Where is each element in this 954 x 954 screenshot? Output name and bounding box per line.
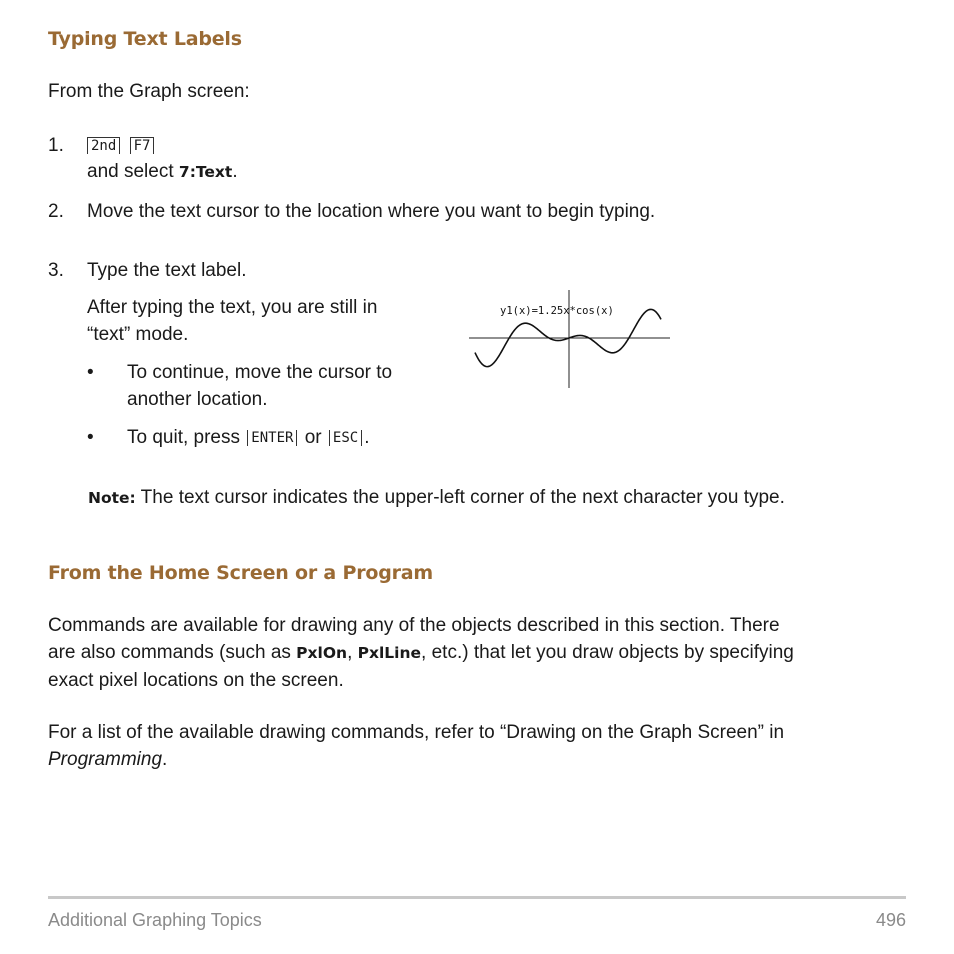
- key-2nd: 2nd: [87, 137, 120, 154]
- note-text: The text cursor indicates the upper-left corner of the next character you type.: [135, 487, 785, 508]
- bullet-continue: [127, 359, 392, 413]
- paragraph-reference-line-1: For a list of the available drawing commands, refer to “Drawing on the Graph Screen” in: [48, 722, 785, 743]
- paragraph-commands-post: , etc.) that let you draw objects by specifying: [421, 642, 794, 663]
- bullet-glyph: •: [87, 362, 94, 383]
- after-typing-line-2: “text” mode.: [87, 324, 189, 345]
- bullet-continue-line-1: To continue, move the cursor to: [127, 362, 393, 383]
- step-1-text-post: .: [232, 161, 238, 182]
- step-3-text: Type the text label.: [87, 260, 247, 281]
- step-2-number: 2.: [48, 201, 64, 222]
- function-label: y1(x)=1.25x*cos(x): [500, 305, 614, 317]
- after-typing-line-1: After typing the text, you are still in: [87, 297, 378, 318]
- section-heading-home-screen: From the Home Screen or a Program: [48, 562, 434, 584]
- step-2-text: Move the text cursor to the location where you want to begin typing.: [87, 201, 656, 222]
- key-f7: F7: [130, 137, 155, 154]
- bullet-quit-mid: or: [299, 427, 327, 448]
- paragraph-commands-pre: are also commands (such as: [48, 642, 297, 663]
- paragraph-commands-line-1: Commands are available for drawing any of the objects described in this section. There: [48, 615, 780, 636]
- step-1-number: 1.: [48, 135, 64, 156]
- paragraph-commands: [48, 612, 794, 694]
- command-7-text: 7:Text: [178, 163, 233, 181]
- paragraph-reference-end: .: [162, 749, 168, 770]
- paragraph-reference: [48, 719, 784, 773]
- note-label: Note:: [88, 489, 136, 507]
- step-1-text: [87, 158, 238, 186]
- after-typing-text: [87, 294, 377, 348]
- command-pxlon: PxlOn: [296, 644, 348, 662]
- graph-screenshot: [465, 286, 675, 392]
- paragraph-commands-line-2: [48, 639, 794, 667]
- step-3-number: 3.: [48, 260, 64, 281]
- step-1-keys: [85, 132, 156, 159]
- page-number: 496: [875, 910, 906, 930]
- section-heading-typing-text-labels: Typing Text Labels: [48, 28, 242, 50]
- paragraph-commands-sep: ,: [347, 642, 358, 663]
- bullet-quit-pre: To quit, press: [127, 427, 246, 448]
- footer-rule: [48, 896, 906, 899]
- key-esc: ESC: [329, 430, 362, 446]
- intro-text: From the Graph screen:: [48, 81, 250, 102]
- bullet-quit-post: .: [364, 427, 370, 448]
- note: [88, 484, 785, 512]
- footer-section-title: Additional Graphing Topics: [48, 910, 262, 930]
- bullet-quit: [127, 424, 369, 451]
- step-1-text-pre: and select: [87, 161, 179, 182]
- key-enter: ENTER: [247, 430, 297, 446]
- bullet-continue-line-2: another location.: [127, 389, 268, 410]
- programming-link-text: Programming: [48, 749, 163, 770]
- command-pxlline: PxlLine: [357, 644, 422, 662]
- bullet-glyph: •: [87, 427, 94, 448]
- paragraph-commands-line-3: exact pixel locations on the screen.: [48, 670, 344, 691]
- paragraph-reference-line-2: [48, 746, 784, 773]
